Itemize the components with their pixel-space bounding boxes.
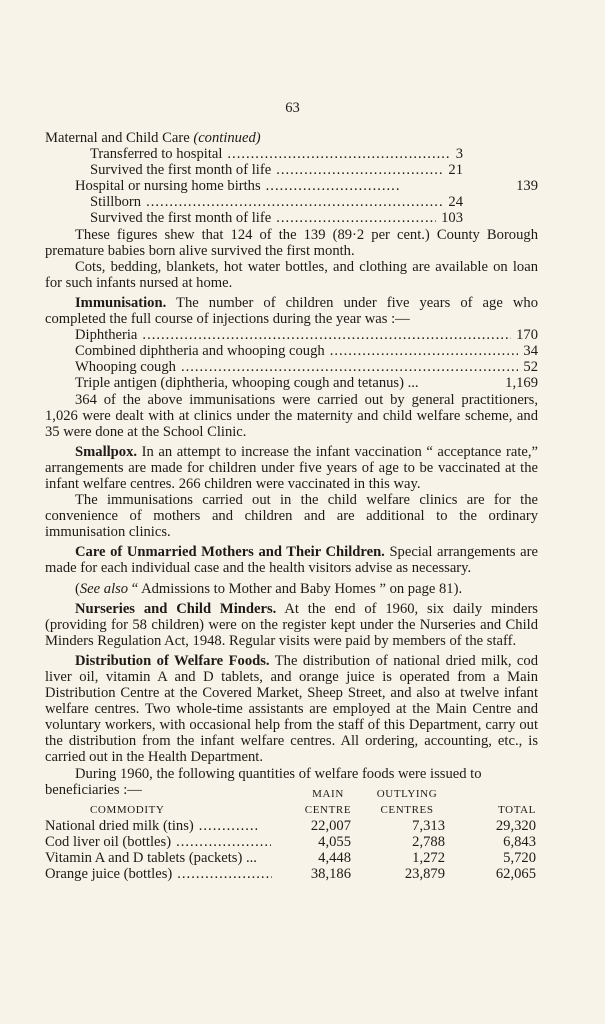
smallpox-title: Smallpox. xyxy=(75,443,138,460)
immunisation-paragraph xyxy=(45,295,538,327)
stat-label: Transferred to hospital xyxy=(90,146,223,163)
immunisation-row: Diphtheria ..... 170 xyxy=(45,327,538,343)
nurseries-paragraph: Nurseries and Child Minders. At the end of 1960, six daily minders (providing for 58 children) were on the register kept under the Nurseries and Child Minders Regulation Act, 1948. Regular visits were paid by members of the staff. xyxy=(45,600,538,649)
heading-suffix: (continued) xyxy=(193,130,261,146)
stat-row-hospital-births xyxy=(45,178,538,194)
smallpox-note: The immunisations carried out in the child welfare clinics are for the convenience of mothers and children and are additional to the ordinary immunisation clinics. xyxy=(45,492,538,541)
immunisation-row: Whooping cough ..... 52 xyxy=(45,359,538,375)
heading-main: Maternal and Child Care xyxy=(45,130,190,146)
page-content xyxy=(45,130,538,884)
table-row: National dried milk (tins) ..... 22,007 7,313 29,320 xyxy=(45,818,538,834)
welfare-foods-paragraph: Distribution of Welfare Foods. The distribution of national dried milk, cod liver oil, vitamin A and D tablets, and orange juice is operated from a Main Distribution Centre at the Covered Market, Sheep Street, and also at twelve infant welfare centres. Two whole-time assistants are employed at the Main Centre and voluntary workers, with occasional help from the staff of this Department, carry out the distribution from the infant welfare centres. All ordering, accounting, etc., is carried out in the Health Department. xyxy=(45,652,538,766)
table-row: Vitamin A and D tablets (packets) ... 4,448 1,272 5,720 xyxy=(45,849,536,866)
welfare-foods-lead: During 1960, the following quantities of welfare foods were issued to xyxy=(75,765,482,782)
stat-value: 3 xyxy=(455,146,463,163)
stat-label: Hospital or nursing home births xyxy=(75,178,261,195)
col-outlying-2: CENTRES xyxy=(380,803,434,816)
stat-value: 103 xyxy=(441,210,463,227)
stat-row-stillborn xyxy=(45,194,463,210)
table-row: Cod liver oil (bottles) ..... 4,055 2,788 6,843 xyxy=(45,834,538,850)
stat-row-survived-2 xyxy=(45,210,463,226)
stat-label: Survived the first month of life xyxy=(90,210,272,227)
col-main-1: MAIN xyxy=(312,787,344,800)
immunisation-title: Immunisation. xyxy=(75,294,167,311)
table-lead: beneficiaries :— xyxy=(45,781,142,798)
paragraph-cots: Cots, bedding, blankets, hot water bottles, and clothing are available on loan for such infants nursed at home. xyxy=(45,258,538,291)
col-commodity: COMMODITY xyxy=(90,803,165,816)
stat-value: 139 xyxy=(516,178,538,195)
smallpox-paragraph: Smallpox. In an attempt to increase the infant vaccination “ acceptance rate,” arrangements are made for children under five years of age to be vaccinated at the infant welfare centres. 266 children were vaccinated in this way. xyxy=(45,443,538,492)
unmarried-paragraph: Care of Unmarried Mothers and Their Children. Special arrangements are made for each individual case and the health visitors advise as necessary. xyxy=(45,544,538,577)
col-total: TOTAL xyxy=(498,803,536,816)
page-number: 63 xyxy=(285,100,300,116)
stat-label: Stillborn xyxy=(90,194,142,211)
stat-row-transferred xyxy=(45,146,463,162)
col-main-2: CENTRE xyxy=(304,803,352,816)
see-also-reference: (See also “ Admissions to Mother and Baby Homes ” on page 81). xyxy=(75,580,463,597)
stat-label: Survived the first month of life xyxy=(90,162,272,179)
nurseries-title: Nurseries and Child Minders. xyxy=(75,600,277,617)
welfare-foods-title: Distribution of Welfare Foods. xyxy=(75,652,270,669)
table-row: Orange juice (bottles) ..... 38,186 23,879 62,065 xyxy=(45,866,538,882)
unmarried-title: Care of Unmarried Mothers and Their Children. xyxy=(75,544,385,561)
stat-value: 24 xyxy=(448,194,463,211)
immunisation-note: 364 of the above immunisations were carried out by general practitioners, 1,026 were dealt with at clinics under the maternity and child welfare scheme, and 35 were done at the School Clinic. xyxy=(45,391,538,440)
immunisation-row: Triple antigen (diphtheria, whooping cough and tetanus) ... 1,169 xyxy=(75,375,538,392)
immunisation-row: Combined diphtheria and whooping cough ..... 34 xyxy=(45,343,538,359)
col-outlying-1: OUTLYING xyxy=(376,787,438,800)
stat-value: 21 xyxy=(448,162,463,179)
section-heading xyxy=(45,130,538,146)
welfare-foods-table xyxy=(45,782,538,884)
stat-row-survived-1 xyxy=(45,162,463,178)
immunisation-intro: The number of children under five years of age who completed the full course of injections during the year was :— xyxy=(45,294,538,328)
paragraph-figures: These figures shew that 124 of the 139 (89·2 per cent.) County Borough premature babies born alive survived the first month. xyxy=(45,226,538,259)
